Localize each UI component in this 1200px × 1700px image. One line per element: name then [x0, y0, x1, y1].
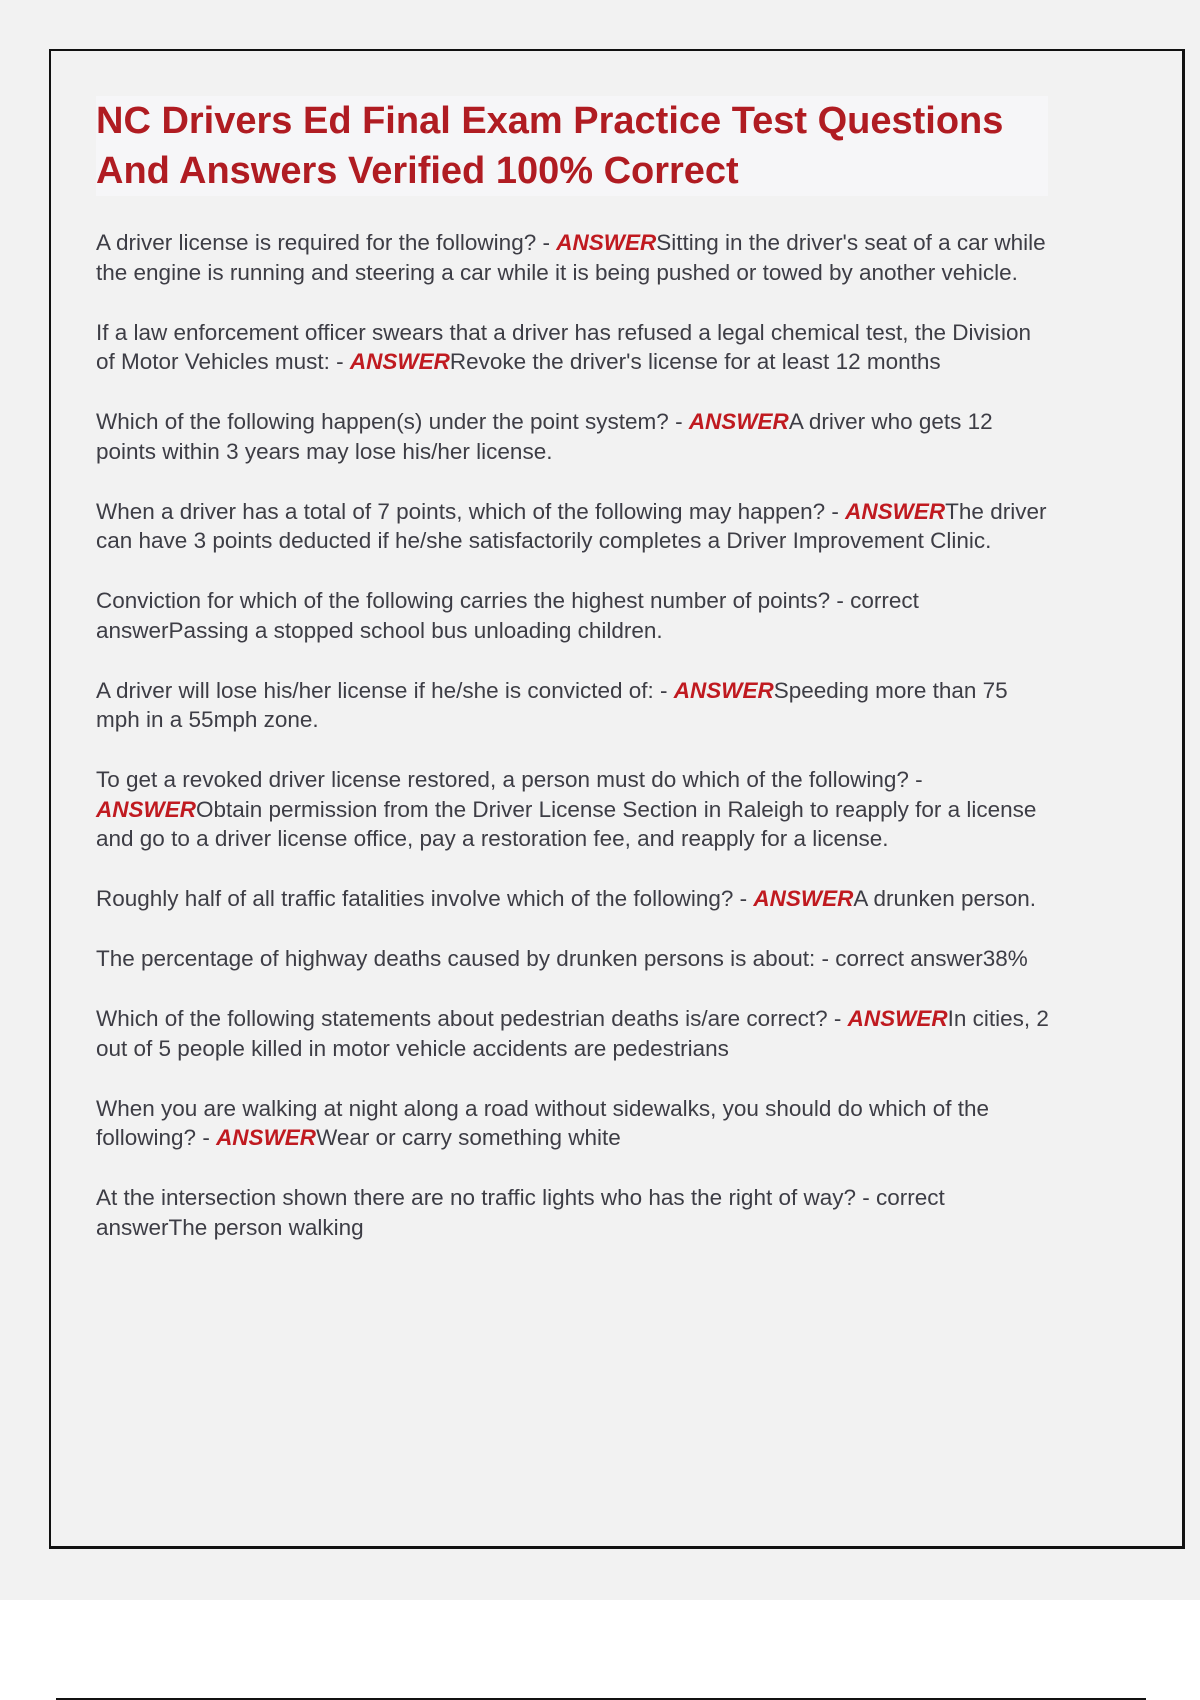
qa-item — [96, 228, 1056, 287]
answer-text: Wear or carry something white — [316, 1125, 621, 1150]
question-text: Roughly half of all traffic fatalities involve which of the following? - — [96, 886, 754, 911]
question-text: Which of the following happen(s) under the point system? - — [96, 409, 689, 434]
answer-text: The person walking — [168, 1214, 364, 1240]
answer-label: ANSWER — [845, 498, 946, 524]
document-title: NC Drivers Ed Final Exam Practice Test Questions And Answers Verified 100% Correct — [96, 96, 1048, 196]
qa-item — [96, 407, 1056, 466]
question-text: The percentage of highway deaths caused by drunken persons is about: - correct answer — [96, 946, 983, 971]
answer-text: The driver can have 3 points deducted if he/she satisfactorily completes a Driver Improvement Clinic. — [96, 498, 1047, 553]
qa-item — [96, 1094, 1056, 1153]
qa-item — [96, 586, 1056, 645]
question-text: At the intersection shown there are no traffic lights who has the right of way? - correct answer — [96, 1185, 945, 1240]
answer-label: ANSWER — [216, 1125, 317, 1150]
question-text: Conviction for which of the following carries the highest number of points? - correct answer — [96, 588, 919, 643]
question-text: When a driver has a total of 7 points, which of the following may happen? - — [96, 498, 846, 524]
answer-label: ANSWER — [753, 886, 854, 911]
answer-label: ANSWER — [96, 796, 196, 822]
qa-item — [96, 884, 1056, 914]
answer-label: ANSWER — [847, 1006, 948, 1031]
question-text: When you are walking at night along a road without sidewalks, you should do which of the following? - — [96, 1095, 990, 1150]
qa-item — [96, 318, 1056, 377]
answer-text: Sitting in the driver's seat of a car while the engine is running and steering a car while it is being pushed or towed by another vehicle. — [96, 230, 1046, 285]
answer-label: ANSWER — [673, 677, 774, 703]
question-text: A driver license is required for the following? - — [96, 230, 557, 255]
answer-text: Passing a stopped school bus unloading children. — [168, 617, 663, 643]
answer-text: In cities, 2 out of 5 people killed in motor vehicle accidents are pedestrians — [96, 1006, 1049, 1061]
answer-label: ANSWER — [349, 349, 450, 374]
question-text: To get a revoked driver license restored, a person must do which of the following? - — [96, 767, 923, 792]
question-text: If a law enforcement officer swears that a driver has refused a legal chemical test, the Division of Motor Vehicles must: - — [96, 319, 1032, 374]
answer-label: ANSWER — [556, 230, 657, 255]
document-content — [96, 96, 1056, 1273]
qa-item — [96, 944, 1056, 974]
qa-item — [96, 765, 1056, 854]
answer-text: A drunken person. — [853, 886, 1037, 911]
answer-text: Obtain permission from the Driver License Section in Raleigh to reapply for a license and go to a driver license office, pay a restoration fee, and reapply for a license. — [96, 796, 1037, 851]
qa-item — [96, 1004, 1056, 1063]
question-text: Which of the following statements about pedestrian deaths is/are correct? - — [96, 1006, 848, 1031]
answer-text: Revoke the driver's license for at least 12 months — [449, 349, 941, 374]
answer-label: ANSWER — [688, 409, 789, 434]
question-text: A driver will lose his/her license if he/she is convicted of: - — [96, 677, 674, 703]
qa-item — [96, 497, 1056, 556]
qa-item — [96, 676, 1056, 735]
answer-text: Speeding more than 75 mph in a 55mph zone. — [96, 677, 1008, 732]
answer-text: A driver who gets 12 points within 3 years may lose his/her license. — [96, 409, 993, 464]
qa-list — [96, 228, 1056, 1242]
answer-text: 38% — [982, 946, 1028, 971]
qa-item — [96, 1183, 1056, 1242]
